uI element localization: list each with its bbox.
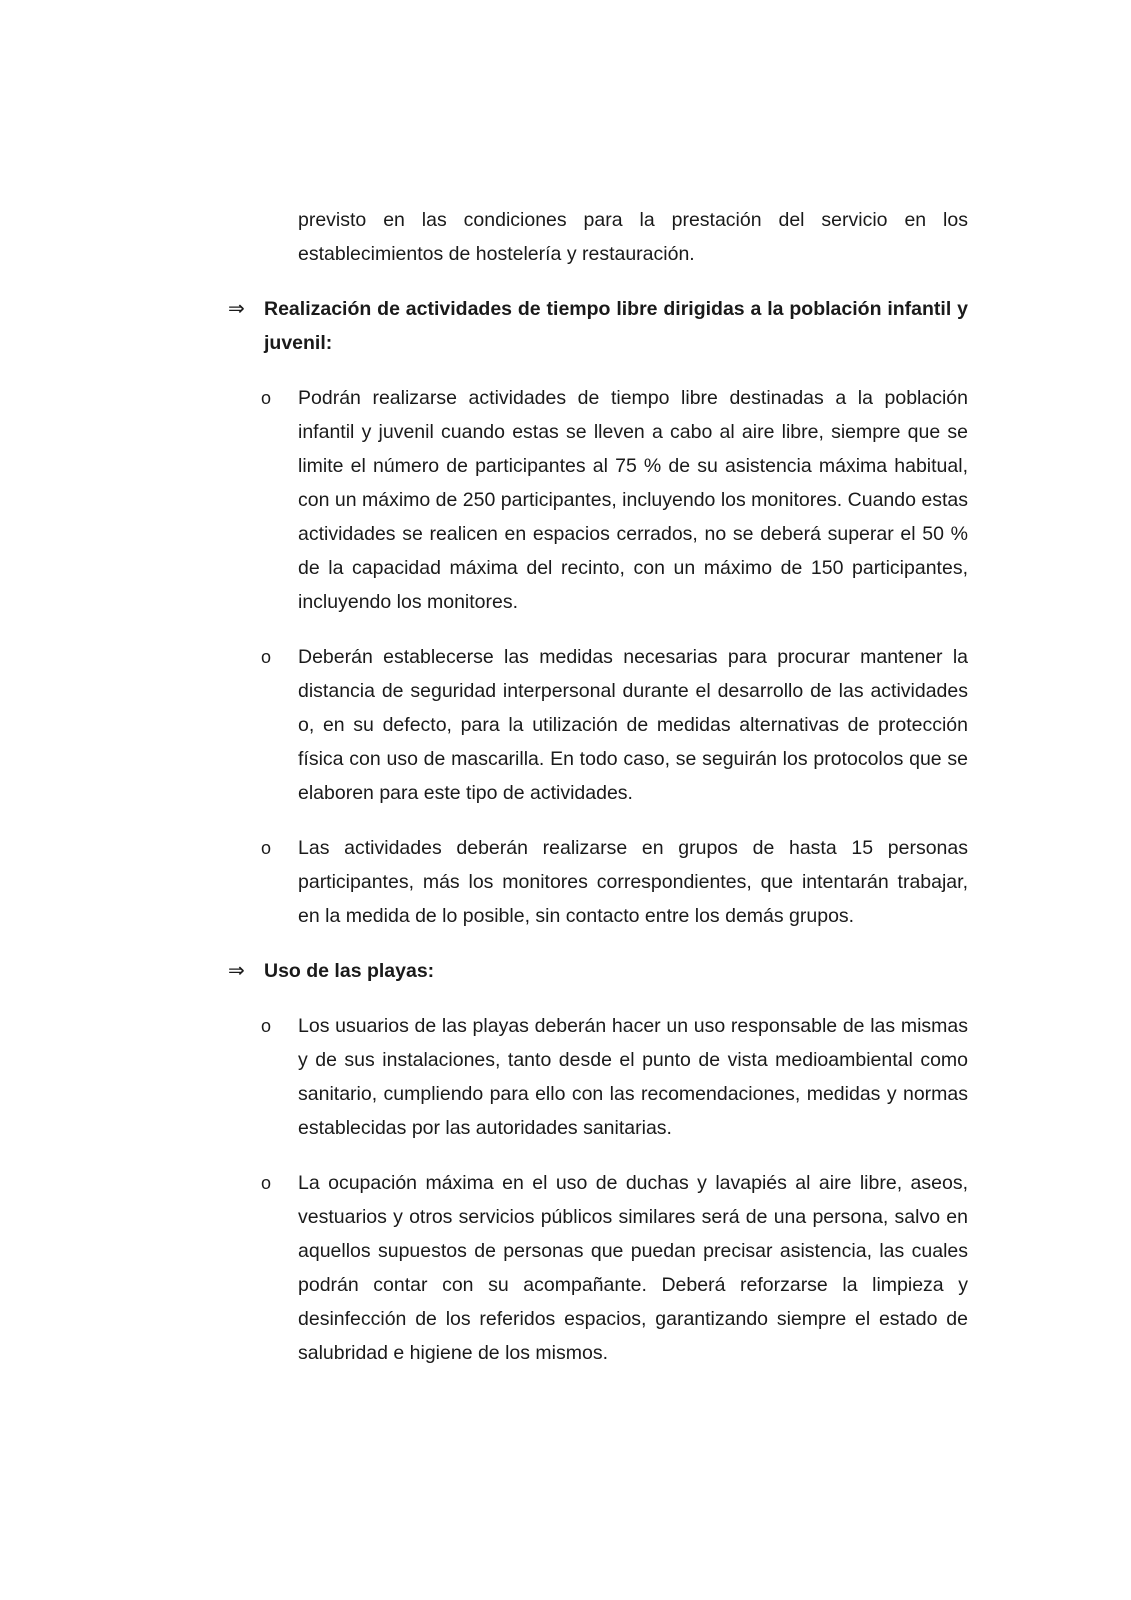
document-body xyxy=(228,203,968,1370)
list-item-text: Los usuarios de las playas deberán hacer un uso responsable de las mismas y de sus instalaciones, tanto desde el punto de vista medioambiental como sanitario, cumpliendo para ello con las recomendaciones, medidas y normas establecidas por las autoridades sanitarias. xyxy=(298,1015,968,1139)
circle-bullet-icon: o xyxy=(261,647,272,667)
section-heading-actividades xyxy=(228,292,968,360)
circle-bullet-icon: o xyxy=(261,838,272,858)
list-item xyxy=(228,831,968,933)
intro-paragraph: previsto en las condiciones para la prestación del servicio en los establecimientos de hostelería y restauración. xyxy=(298,209,968,265)
list-item xyxy=(228,1166,968,1370)
list-item xyxy=(228,640,968,810)
section-title: Realización de actividades de tiempo libre dirigidas a la población infantil y juvenil: xyxy=(264,298,968,354)
double-arrow-icon: ⇒ xyxy=(228,960,245,982)
double-arrow-icon: ⇒ xyxy=(228,298,245,320)
section-title: Uso de las playas: xyxy=(264,960,435,982)
list-item xyxy=(228,381,968,619)
circle-bullet-icon: o xyxy=(261,1016,272,1036)
circle-bullet-icon: o xyxy=(261,388,272,408)
list-item xyxy=(228,1009,968,1145)
section-heading-playas xyxy=(228,954,968,988)
list-item-text: Deberán establecerse las medidas necesarias para procurar mantener la distancia de seguridad interpersonal durante el desarrollo de las actividades o, en su defecto, para la utilización de medidas alternativas de protección física con uso de mascarilla. En todo caso, se seguirán los protocolos que se elaboren para este tipo de actividades. xyxy=(298,646,968,804)
list-item-text: La ocupación máxima en el uso de duchas y lavapiés al aire libre, aseos, vestuarios y otros servicios públicos similares será de una persona, salvo en aquellos supuestos de personas que puedan precisar asistencia, las cuales podrán contar con su acompañante. Deberá reforzarse la limpieza y desinfección de los referidos espacios, garantizando siempre el estado de salubridad e higiene de los mismos. xyxy=(298,1172,968,1364)
circle-bullet-icon: o xyxy=(261,1173,272,1193)
list-item-text: Las actividades deberán realizarse en grupos de hasta 15 personas participantes, más los monitores correspondientes, que intentarán trabajar, en la medida de lo posible, sin contacto entre los demás grupos. xyxy=(298,837,968,927)
list-item-text: Podrán realizarse actividades de tiempo libre destinadas a la población infantil y juvenil cuando estas se lleven a cabo al aire libre, siempre que se limite el número de participantes al 75 % de su asistencia máxima habitual, con un máximo de 250 participantes, incluyendo los monitores. Cuando estas actividades se realicen en espacios cerrados, no se deberá superar el 50 % de la capacidad máxima del recinto, con un máximo de 150 participantes, incluyendo los monitores. xyxy=(298,387,968,613)
